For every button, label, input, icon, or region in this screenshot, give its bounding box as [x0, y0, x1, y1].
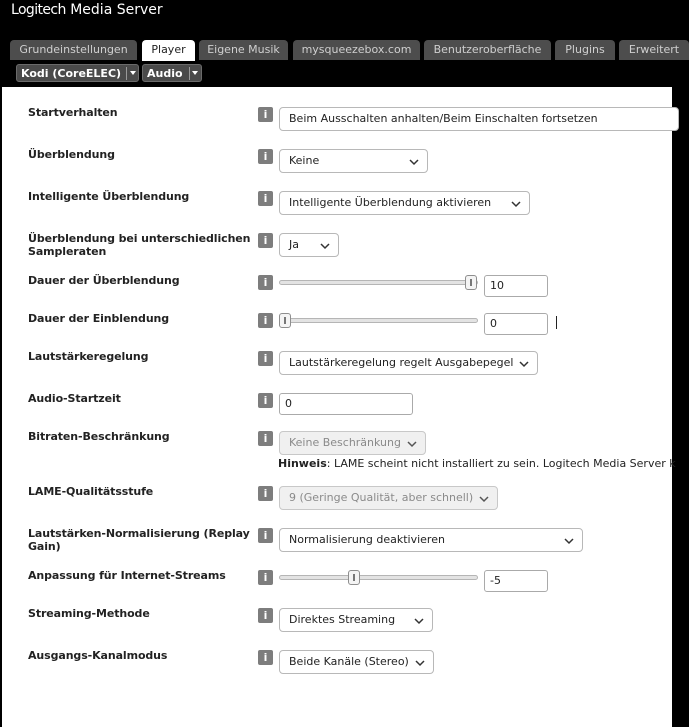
select-normalisierung[interactable] [279, 528, 583, 552]
label-startverhalten: Startverhalten [28, 106, 118, 119]
info-icon[interactable]: i [258, 650, 273, 665]
tab-erweitert[interactable]: Erweitert [619, 40, 689, 60]
chevron-down-icon [511, 201, 521, 207]
app-name: Media Server [65, 2, 163, 18]
slider-thumb[interactable] [348, 570, 360, 585]
info-icon[interactable]: i [258, 107, 273, 122]
chevron-down-icon [479, 496, 489, 502]
label-streaming-methode: Streaming-Methode [28, 607, 150, 620]
label-bitraten: Bitraten-Beschränkung [28, 430, 170, 443]
select-lame-value: 9 (Geringe Qualität, aber schnell) [289, 491, 474, 504]
chevron-down-icon [130, 71, 136, 75]
player-select[interactable] [16, 64, 139, 82]
info-icon[interactable]: i [258, 528, 273, 543]
page-select-divider [189, 67, 190, 80]
label-line2: Sampleraten [28, 245, 107, 258]
select-intelligente-ueberblendung[interactable] [279, 191, 530, 215]
label-dauer-ueberblendung: Dauer der Überblendung [28, 274, 180, 287]
chevron-down-icon [564, 538, 574, 544]
info-icon[interactable]: i [258, 393, 273, 408]
label-audio-startzeit: Audio-Startzeit [28, 392, 121, 405]
lame-hint [278, 457, 676, 470]
label-normalisierung [28, 527, 250, 553]
player-toolbar [0, 61, 672, 87]
page-select[interactable] [142, 64, 202, 82]
label-lautstaerkeregelung: Lautstärkeregelung [28, 350, 149, 363]
chevron-down-icon [407, 441, 417, 447]
label-dauer-einblendung: Dauer der Einblendung [28, 312, 170, 325]
label-ueberblendung: Überblendung [28, 148, 115, 161]
tab-bar [0, 28, 680, 61]
select-lame[interactable] [279, 486, 498, 510]
slider-dauer-einblendung[interactable] [279, 318, 478, 323]
info-icon[interactable]: i [258, 351, 273, 366]
tab-plugins[interactable]: Plugins [555, 40, 615, 60]
select-ueberblendung-samplerate[interactable] [279, 233, 339, 257]
select-kanalmodus-value: Beide Kanäle (Stereo) [289, 655, 409, 668]
input-dauer-ueberblendung[interactable]: 10 [484, 275, 548, 297]
label-internet-streams: Anpassung für Internet-Streams [28, 569, 226, 582]
label-ueberblendung-samplerate [28, 232, 250, 258]
select-ueberblendung-value: Keine [289, 154, 320, 167]
title-bar [0, 0, 672, 28]
select-kanalmodus[interactable] [279, 650, 434, 674]
hint-text: : LAME scheint nicht installiert zu sein. Logitech Media Server k [326, 457, 676, 470]
slider-thumb[interactable] [279, 313, 291, 328]
info-icon[interactable]: i [258, 191, 273, 206]
select-streaming-methode-value: Direktes Streaming [289, 613, 396, 626]
select-lautstaerkeregelung[interactable] [279, 351, 538, 375]
info-icon[interactable]: i [258, 431, 273, 446]
app-title [11, 2, 163, 18]
hint-label: Hinweis [278, 457, 327, 470]
select-ueberblendung[interactable] [279, 149, 428, 173]
select-ueberblendung-samplerate-value: Ja [289, 238, 299, 251]
chevron-down-icon [409, 159, 419, 165]
tab-mysqueezebox[interactable]: mysqueezebox.com [293, 40, 420, 60]
chevron-down-icon [519, 361, 529, 367]
label-line2: Gain) [28, 540, 61, 553]
select-startverhalten[interactable] [279, 107, 679, 131]
chevron-down-icon [192, 71, 198, 75]
slider-internet-streams[interactable] [279, 575, 478, 580]
info-icon[interactable]: i [258, 149, 273, 164]
label-intelligente-ueberblendung: Intelligente Überblendung [28, 190, 190, 203]
select-normalisierung-value: Normalisierung deaktivieren [289, 533, 445, 546]
tab-benutzeroberflaeche[interactable]: Benutzeroberfläche [424, 40, 551, 60]
tab-player[interactable]: Player [142, 40, 195, 61]
select-streaming-methode[interactable] [279, 608, 433, 632]
tab-grundeinstellungen[interactable]: Grundeinstellungen [10, 40, 137, 60]
chevron-down-icon [320, 243, 330, 249]
label-kanalmodus: Ausgangs-Kanalmodus [28, 649, 168, 662]
select-bitraten-value: Keine Beschränkung [289, 436, 401, 449]
info-icon[interactable]: i [258, 486, 273, 501]
slider-thumb[interactable] [465, 275, 477, 290]
player-select-divider [126, 67, 127, 80]
select-lautstaerkeregelung-value: Lautstärkeregelung regelt Ausgabepegel [289, 356, 514, 369]
brand-name: Logitech [11, 2, 66, 18]
input-internet-streams[interactable]: -5 [484, 570, 548, 592]
select-bitraten[interactable] [279, 431, 426, 455]
select-startverhalten-value: Beim Ausschalten anhalten/Beim Einschalten fortsetzen [289, 112, 598, 125]
page-select-label: Audio [147, 67, 183, 80]
player-select-label: Kodi (CoreELEC) [21, 67, 122, 80]
info-icon[interactable]: i [258, 570, 273, 585]
info-icon[interactable]: i [258, 275, 273, 290]
label-line1: Lautstärken-Normalisierung (Replay [28, 527, 250, 540]
label-line1: Überblendung bei unterschiedlichen [28, 232, 251, 245]
input-audio-startzeit[interactable]: 0 [279, 393, 413, 415]
info-icon[interactable]: i [258, 233, 273, 248]
chevron-down-icon [414, 618, 424, 624]
chevron-down-icon [415, 660, 425, 666]
text-cursor [556, 316, 557, 329]
label-lame: LAME-Qualitätsstufe [28, 485, 154, 498]
select-intelligente-ueberblendung-value: Intelligente Überblendung aktivieren [289, 196, 492, 209]
info-icon[interactable]: i [258, 313, 273, 328]
input-dauer-einblendung[interactable]: 0 [484, 313, 548, 335]
tab-eigene-musik[interactable]: Eigene Musik [199, 40, 288, 60]
slider-dauer-ueberblendung[interactable] [279, 280, 478, 285]
info-icon[interactable]: i [258, 608, 273, 623]
